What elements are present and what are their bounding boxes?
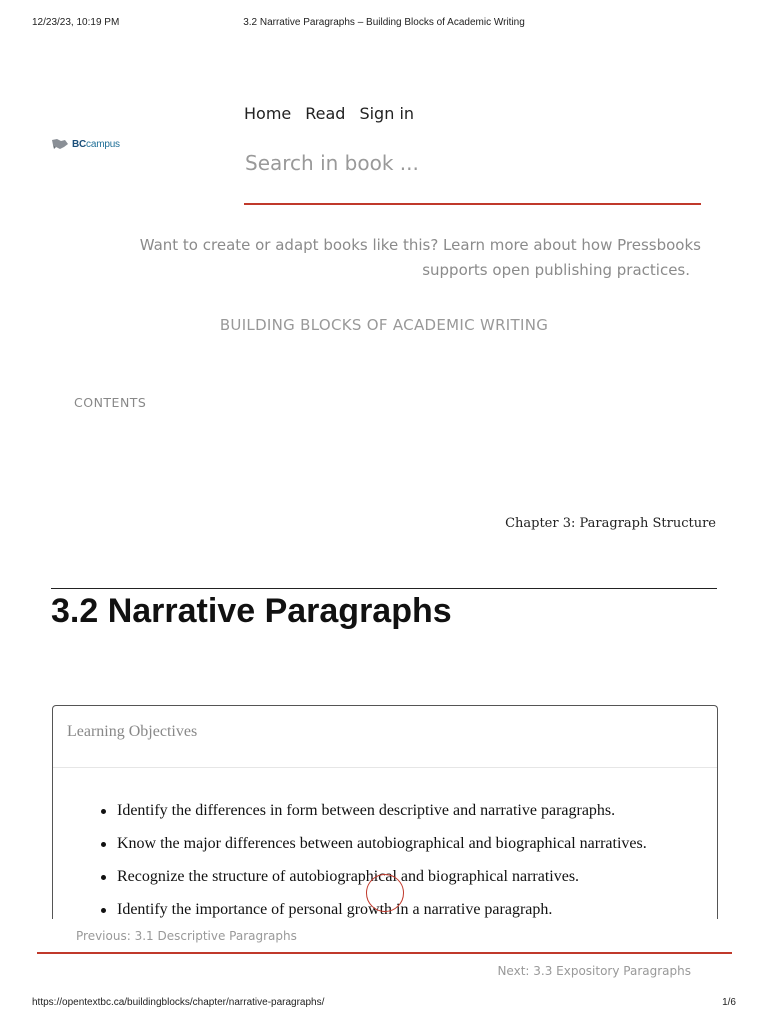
list-item: Identify the importance of personal growth in a narrative paragraph. xyxy=(99,901,709,934)
circle-marker xyxy=(366,874,404,912)
book-title-link[interactable]: BUILDING BLOCKS OF ACADEMIC WRITING xyxy=(219,316,549,334)
bullet-icon xyxy=(101,908,106,913)
next-chapter-link[interactable]: Next: 3.3 Expository Paragraphs xyxy=(497,964,691,978)
title-rule xyxy=(51,588,717,589)
learning-objectives-divider xyxy=(53,767,717,768)
bullet-icon xyxy=(101,842,106,847)
learning-objectives-heading: Learning Objectives xyxy=(67,723,198,740)
nav-home-link[interactable]: Home xyxy=(244,104,292,123)
page-title: 3.2 Narrative Paragraphs xyxy=(51,592,452,630)
previous-chapter-link[interactable]: Previous: 3.1 Descriptive Paragraphs xyxy=(76,929,297,943)
logo-text: BCcampus xyxy=(72,138,120,150)
list-item: Identify the differences in form between descriptive and narrative paragraphs. xyxy=(99,802,709,835)
bullet-icon xyxy=(101,875,106,880)
bccampus-logo[interactable] xyxy=(51,138,120,150)
promo-line-1: Want to create or adapt books like this? Learn more about how Pressbooks xyxy=(139,236,701,254)
top-nav xyxy=(244,104,428,124)
list-item: Know the major differences between autobiographical and biographical narratives. xyxy=(99,835,709,868)
nav-sign-in-link[interactable]: Sign in xyxy=(359,104,415,123)
learning-objectives-list xyxy=(99,802,709,934)
chapter-label: Chapter 3: Paragraph Structure xyxy=(505,516,716,531)
list-item: Recognize the structure of autobiographical and biographical narratives. xyxy=(99,868,709,901)
print-page-number: 1/6 xyxy=(722,997,736,1008)
pressbooks-promo[interactable] xyxy=(60,233,701,283)
search-input[interactable] xyxy=(245,151,701,175)
nav-read-link[interactable]: Read xyxy=(305,104,346,123)
bullet-icon xyxy=(101,809,106,814)
contents-toggle[interactable]: CONTENTS xyxy=(74,395,147,410)
promo-line-2: supports open publishing practices. xyxy=(422,261,690,279)
bc-map-icon xyxy=(51,138,69,150)
search-underline xyxy=(244,203,701,205)
footer-divider xyxy=(37,952,732,954)
print-url: https://opentextbc.ca/buildingblocks/chapter/narrative-paragraphs/ xyxy=(32,997,325,1008)
print-timestamp: 12/23/23, 10:19 PM xyxy=(32,17,120,28)
print-doc-title: 3.2 Narrative Paragraphs – Building Blocks of Academic Writing xyxy=(243,17,525,28)
